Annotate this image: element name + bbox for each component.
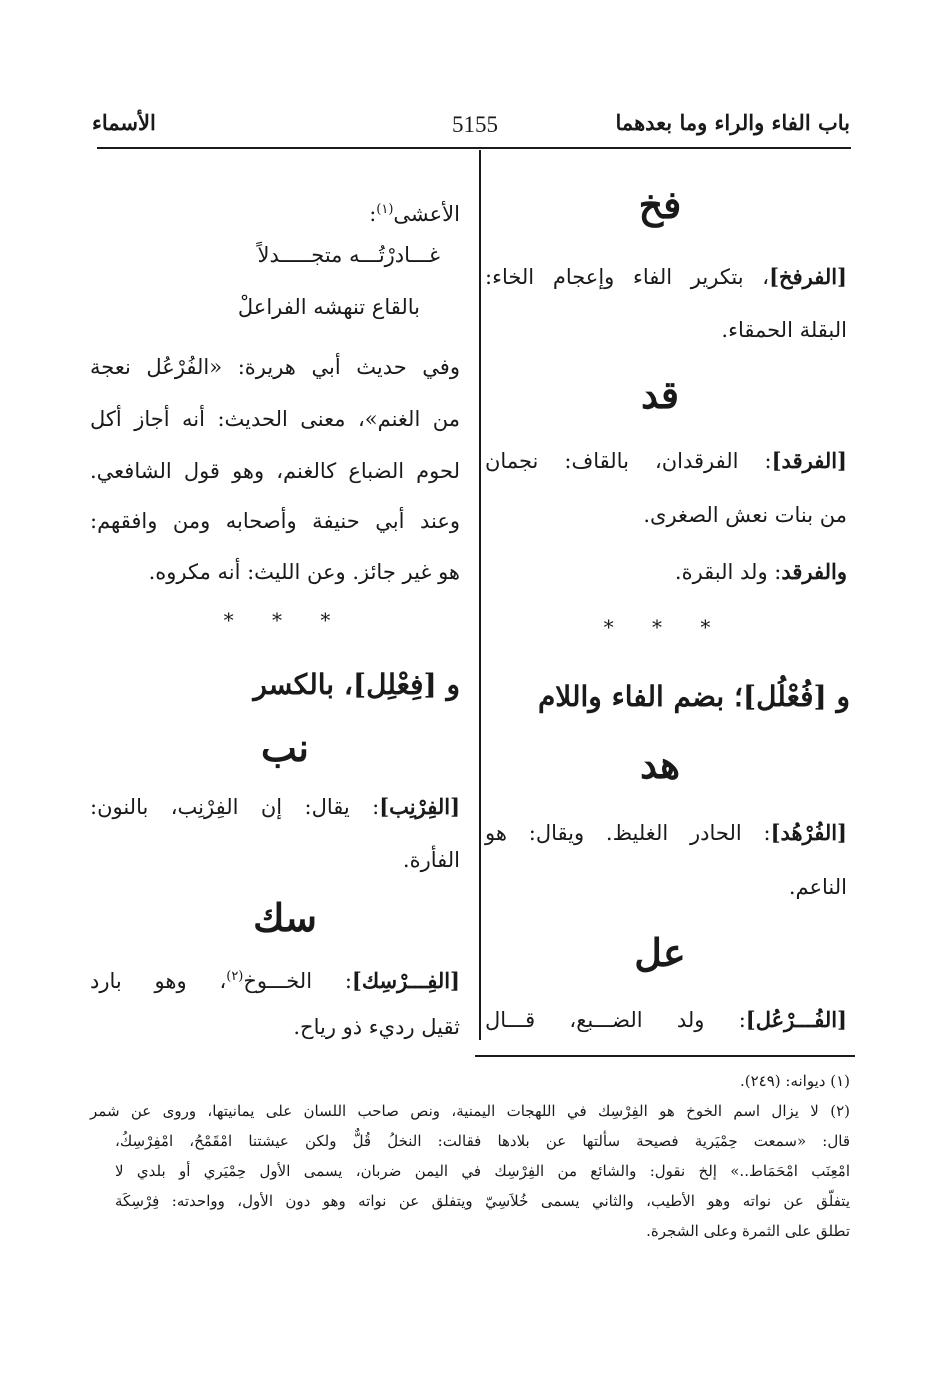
entry-farhud-line2: الناعم. [788,875,847,899]
entry-furul-text: : ولد الضـــبع، قـــال [485,1008,746,1032]
entry-farfakh-headword: [الفرفخ] [769,264,847,289]
entry-firsik-headword: [الفِـــرْسِك] [351,968,460,993]
footnote-1: (١) ديوانه: (٢٤٩). [739,1072,850,1090]
footnote-rule [475,1055,855,1057]
entry-farqad-text: : الفرقدان، بالقاف: نجمان [485,449,772,473]
footnote-2-line-3: امْعِنَب امْحَمَاط..» إلخ نقول: والشائع من الفِرْسِك في اليمن ضربان، يسمى الأول حِمْيَري أو بلدي لا [115,1162,850,1180]
entry-farqad-line1 [485,446,847,476]
entry-firnib-line1 [90,792,460,822]
footnote-2-line-2: قال: «سمعت حِمْيَرية فصيحة سألتها عن بلادها فقالت: النخلُ قُلٌّ ولكن عيشتنا امْقَمْحُ، امْفِرْسِكُ، [115,1132,850,1150]
hadith-line-1: وفي حديث أبي هريرة: «الفُرْعُل نعجة [90,355,460,379]
entry-farfakh-line1 [485,262,847,292]
hadith-line-2: من الغنم»، معنى الحديث: أنه أجاز أكل [90,407,460,431]
section-title: الأسماء [92,110,156,135]
poet-name: الأعشى [393,202,460,226]
entry-farqad-headword: [الفرقد] [771,448,847,473]
entry-farhud-headword: [الفُرْهُد] [770,820,847,845]
entry-farqad2 [485,557,847,587]
entry-firsik-text-a: : الخـــوخ [243,969,352,993]
hadith-line-3: لحوم الضباع كالغنم، وهو قول الشافعي. [90,459,460,483]
footnote-ref-2: (٢) [226,969,244,984]
entry-farfakh-line2: البقلة الحمقاء. [721,318,847,342]
footnote-ref-1: (١) [376,202,394,217]
subheading-fulul: و [فُعْلُل]؛ بضم الفاء واللام [537,680,850,713]
root-heading-nb: نب [261,725,309,770]
footnote-2-line-5: تطلق على الثمرة وعلى الشجرة. [646,1222,850,1240]
hadith-line-5: هو غير جائز. وعن الليث: أنه مكروه. [148,560,460,584]
entry-firsik-line2: ثقيل رديء ذو رياح. [293,1015,460,1039]
entry-firnib-headword: [الفِرْنِب] [379,794,460,819]
entry-furul-headword: [الفُـــرْعُل] [745,1007,847,1032]
entry-farfakh-text: ، بتكرير الفاء وإعجام الخاء: [485,265,770,289]
entry-firsik-line1 [90,962,460,996]
root-heading-al: عل [634,930,686,975]
footnote-2-line-1: (٢) لا يزال اسم الخوخ هو الفِرْسِك في اللهجات اليمنية، ونص صاحب اللسان على يمانيتها، وروى عن شمر [90,1102,850,1120]
verse-line-2: بالقاع تنهشه الفراعلْ [237,295,420,319]
entry-farhud-line1 [485,818,847,848]
root-heading-fkh: فخ [638,182,682,227]
column-divider [479,150,481,1040]
hadith-line-4: وعند أبي حنيفة وأصحابه ومن وافقهم: [90,509,460,533]
poet-colon: : [369,202,377,226]
entry-furul-line1 [485,1005,847,1035]
page-number: 5155 [452,112,498,137]
entry-firnib-text: : يقال: إن الفِرْنِب، بالنون: [90,795,380,819]
section-stars-right: * * * [603,615,727,639]
entry-firsik-text-b: ، وهو بارد [90,969,227,993]
entry-farqad2-headword: والفرقد [781,559,847,584]
root-heading-sk: سك [253,895,317,940]
section-stars-left: * * * [223,608,347,632]
chapter-title: باب الفاء والراء وما بعدهما [615,110,850,135]
poet-attribution [90,195,460,229]
header-rule [97,147,851,149]
entry-farqad2-text: : ولد البقرة. [674,560,782,584]
entry-farhud-text: : الحادر الغليظ. ويقال: هو [485,821,771,845]
root-heading-qd: قد [640,372,680,417]
subheading-filil: و [فِعْلِل]، بالكسر [253,668,460,701]
entry-farqad-line2: من بنات نعش الصغرى. [643,503,847,527]
entry-firnib-line2: الفأرة. [402,848,460,872]
root-heading-hd: هد [640,742,680,787]
verse-line-1: غـــادرْتُـــه متجـــــدلاً [257,243,440,267]
footnote-2-line-4: يتفلّق عن نواته وهو الأطيب، والثاني يسمى خُلاَسِيّ ويتفلق عن نواته وهو دون الأول، وواحدته: فِرْسِكَة [115,1192,850,1210]
